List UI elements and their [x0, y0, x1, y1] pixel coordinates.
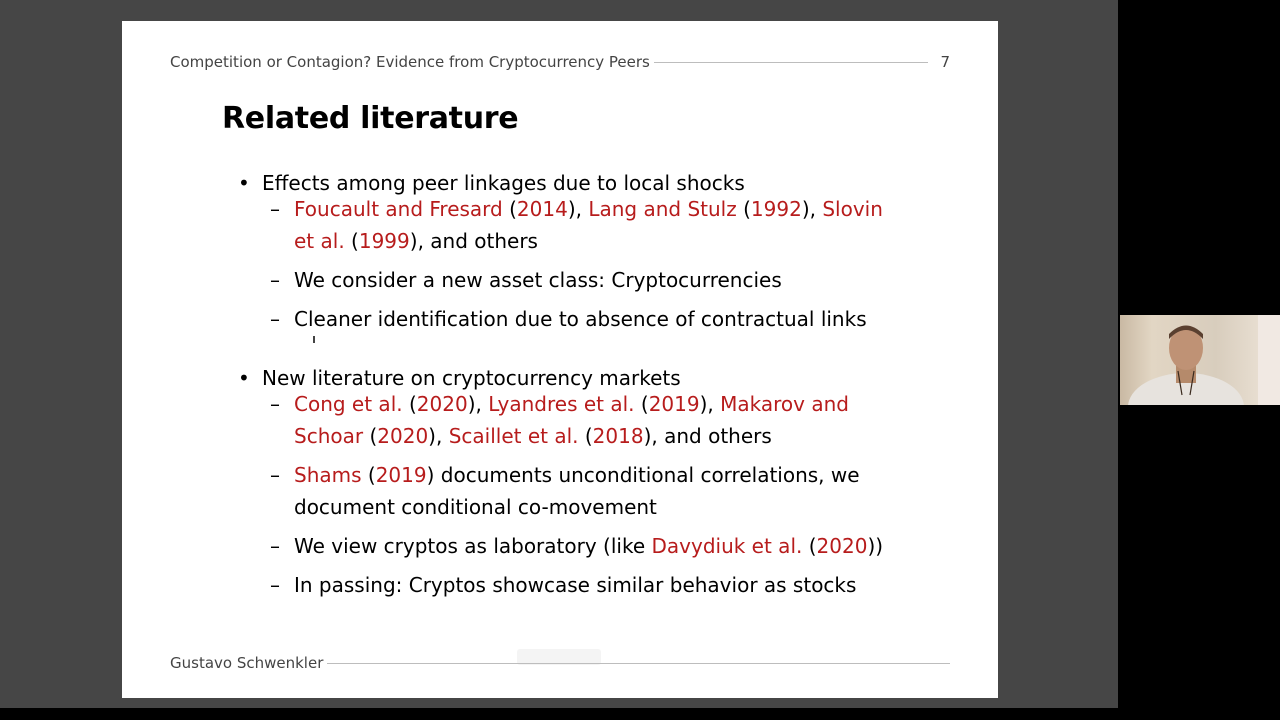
text-segment: (	[634, 392, 649, 416]
text-segment: We view cryptos as laboratory (like	[294, 534, 652, 558]
sub-bullet-text	[294, 530, 884, 562]
sub-bullet-text	[294, 388, 884, 452]
citation-link[interactable]: 2020	[416, 392, 468, 416]
text-segment: In passing: Cryptos showcase similar behavior as stocks	[294, 573, 857, 597]
bullet-item	[238, 366, 681, 390]
text-segment: ),	[467, 392, 489, 416]
sub-bullet-text	[294, 303, 884, 335]
bullet-icon: •	[238, 366, 250, 390]
dash-icon: –	[270, 534, 280, 558]
dash-icon: –	[270, 573, 280, 597]
presentation-slide	[122, 21, 998, 698]
text-segment: We consider a new asset class: Cryptocurrencies	[294, 268, 782, 292]
text-line	[294, 388, 884, 420]
text-segment: ), and others	[643, 424, 772, 448]
footer-author: Gustavo Schwenkler	[170, 654, 324, 672]
text-line	[294, 225, 884, 257]
slide-header	[170, 52, 950, 72]
citation-link[interactable]: 2019	[375, 463, 427, 487]
slide-page-number: 7	[940, 53, 950, 71]
text-line	[294, 420, 884, 452]
letterbox-bottom	[0, 708, 1280, 720]
citation-link[interactable]: Slovin	[822, 197, 883, 221]
text-segment: ),	[428, 424, 449, 448]
footer-divider	[327, 663, 950, 664]
text-segment: Cleaner identification due to absence of contractual links	[294, 307, 867, 331]
sub-bullet-text	[294, 264, 884, 296]
text-segment: ),	[699, 392, 721, 416]
citation-link[interactable]: Davydiuk et al.	[651, 534, 803, 558]
text-cursor-icon	[313, 336, 315, 343]
bullet-item	[238, 171, 745, 195]
sub-bullet-text	[294, 569, 884, 601]
text-segment: (	[402, 392, 417, 416]
bullet-text: Effects among peer linkages due to local shocks	[262, 171, 745, 195]
dash-icon: –	[270, 197, 280, 221]
text-line	[294, 530, 884, 562]
text-segment: ) documents unconditional correlations, we	[426, 463, 860, 487]
text-segment: ),	[801, 197, 823, 221]
dash-icon: –	[270, 463, 280, 487]
citation-link[interactable]: 2018	[592, 424, 644, 448]
text-line	[294, 459, 884, 491]
citation-link[interactable]: Scaillet et al.	[448, 424, 579, 448]
text-segment: (	[363, 424, 378, 448]
text-segment: (	[802, 534, 817, 558]
citation-link[interactable]: Shams	[294, 463, 362, 487]
dash-icon: –	[270, 392, 280, 416]
citation-link[interactable]: 2014	[516, 197, 568, 221]
slide-header-title: Competition or Contagion? Evidence from Cryptocurrency Peers	[170, 53, 650, 71]
citation-link[interactable]: Lang and Stulz	[588, 197, 737, 221]
text-segment: (	[344, 229, 359, 253]
webcam-feed	[1120, 315, 1280, 405]
text-segment: document conditional co-movement	[294, 495, 657, 519]
slide-title: Related literature	[222, 101, 519, 136]
text-segment: ))	[867, 534, 884, 558]
citation-link[interactable]: Cong et al.	[294, 392, 403, 416]
text-segment: ), and others	[409, 229, 538, 253]
text-segment: (	[502, 197, 517, 221]
presenter-video-icon	[1120, 315, 1280, 405]
dash-icon: –	[270, 268, 280, 292]
sub-bullet-text	[294, 193, 884, 257]
text-line	[294, 491, 884, 523]
citation-link[interactable]: 2019	[648, 392, 700, 416]
text-segment: (	[578, 424, 593, 448]
citation-link[interactable]: 1992	[750, 197, 802, 221]
bullet-text: New literature on cryptocurrency markets	[262, 366, 681, 390]
citation-link[interactable]: Lyandres et al.	[488, 392, 635, 416]
citation-link[interactable]: et al.	[294, 229, 345, 253]
citation-link[interactable]: 2020	[816, 534, 868, 558]
citation-link[interactable]: Makarov and	[720, 392, 849, 416]
text-line	[294, 193, 884, 225]
bullet-icon: •	[238, 171, 250, 195]
text-segment: ),	[567, 197, 589, 221]
header-divider	[654, 62, 928, 63]
citation-link[interactable]: 1999	[358, 229, 410, 253]
citation-link[interactable]: 2020	[377, 424, 429, 448]
text-line	[294, 569, 884, 601]
text-line	[294, 264, 884, 296]
dash-icon: –	[270, 307, 280, 331]
slide-footer	[170, 653, 950, 673]
text-line	[294, 303, 884, 335]
citation-link[interactable]: Schoar	[294, 424, 364, 448]
sub-bullet-text	[294, 459, 884, 523]
text-segment: (	[361, 463, 376, 487]
citation-link[interactable]: Foucault and Fresard	[294, 197, 503, 221]
text-segment: (	[736, 197, 751, 221]
